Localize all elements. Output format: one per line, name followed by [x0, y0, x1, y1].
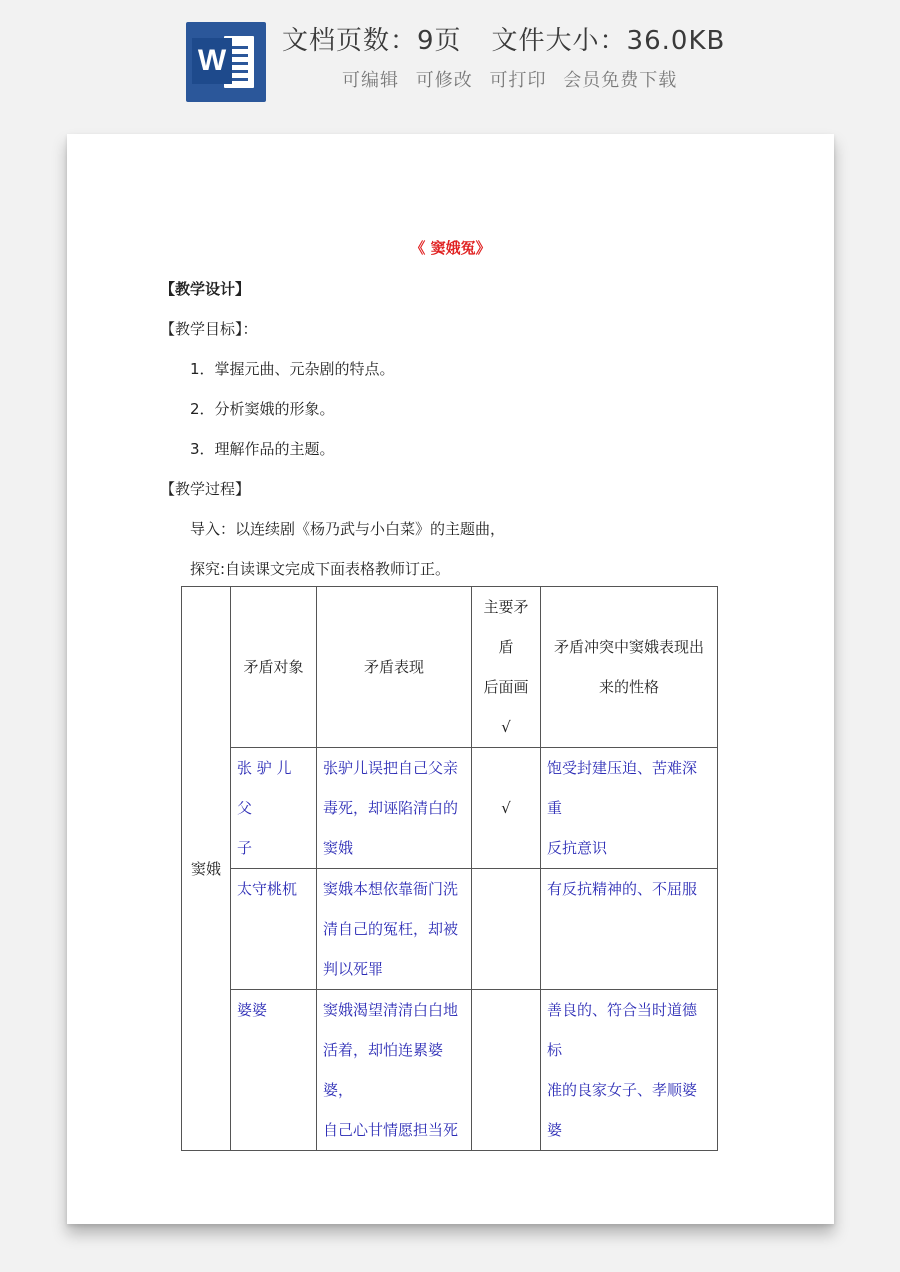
- manifestation-cell: 张驴儿误把自己父亲 毒死，却诬陷清白的 窦娥: [317, 748, 472, 869]
- feature-member-download: 会员免费下载: [563, 70, 678, 91]
- section-goals: 【教学目标】：: [160, 320, 258, 338]
- character-cell: 有反抗精神的、不屈服: [541, 869, 718, 990]
- main-conflict-cell: √: [472, 748, 541, 869]
- conflict-table: [181, 586, 718, 1151]
- table-row: [182, 869, 718, 990]
- character-cell: 善良的、符合当时道德标 准的良家女子、孝顺婆婆: [541, 990, 718, 1151]
- header-banner: [0, 0, 900, 120]
- document-title: 《 窦娥冤》: [410, 239, 491, 257]
- feature-editable: 可编辑: [342, 70, 399, 91]
- feature-list: [342, 66, 687, 92]
- main-conflict-cell: [472, 869, 541, 990]
- header-main-conflict: 主要矛 盾 后面画 √: [472, 587, 541, 748]
- table-row: [182, 990, 718, 1151]
- goal-item: 1．掌握元曲、元杂剧的特点。: [190, 360, 395, 378]
- goal-item: 3．理解作品的主题。: [190, 440, 335, 458]
- object-cell: 婆婆: [231, 990, 317, 1151]
- object-cell: 张 驴 儿 父 子: [231, 748, 317, 869]
- document-page: [67, 134, 834, 1224]
- object-cell: 太守桃杌: [231, 869, 317, 990]
- manifestation-cell: 窦娥渴望清清白白地 活着，却怕连累婆婆， 自己心甘情愿担当死: [317, 990, 472, 1151]
- goal-item: 2．分析窦娥的形象。: [190, 400, 335, 418]
- header-manifestation: 矛盾表现: [317, 587, 472, 748]
- character-cell: 饱受封建压迫、苦难深重 反抗意识: [541, 748, 718, 869]
- word-doc-icon: W: [186, 22, 266, 102]
- intro-text: 导入：以连续剧《杨乃武与小白菜》的主题曲，: [190, 520, 506, 538]
- table-row: [182, 748, 718, 869]
- section-process: 【教学过程】: [160, 480, 251, 498]
- header-object: 矛盾对象: [231, 587, 317, 748]
- header-character: 矛盾冲突中窦娥表现出 来的性格: [541, 587, 718, 748]
- main-conflict-cell: [472, 990, 541, 1151]
- section-design: 【教学设计】: [160, 280, 251, 298]
- feature-printable: 可打印: [489, 70, 547, 91]
- page-count: 文档页数：9页: [282, 26, 462, 56]
- table-header-row: [182, 587, 718, 748]
- document-meta: [282, 20, 725, 57]
- manifestation-cell: 窦娥本想依靠衙门洗 清自己的冤枉，却被 判以死罪: [317, 869, 472, 990]
- explore-text: 探究:自读课文完成下面表格教师订正。: [190, 560, 451, 578]
- feature-modifiable: 可修改: [415, 70, 473, 91]
- file-size: 文件大小：36.0KB: [491, 26, 726, 56]
- row-label-cell: 窦娥: [182, 587, 231, 1151]
